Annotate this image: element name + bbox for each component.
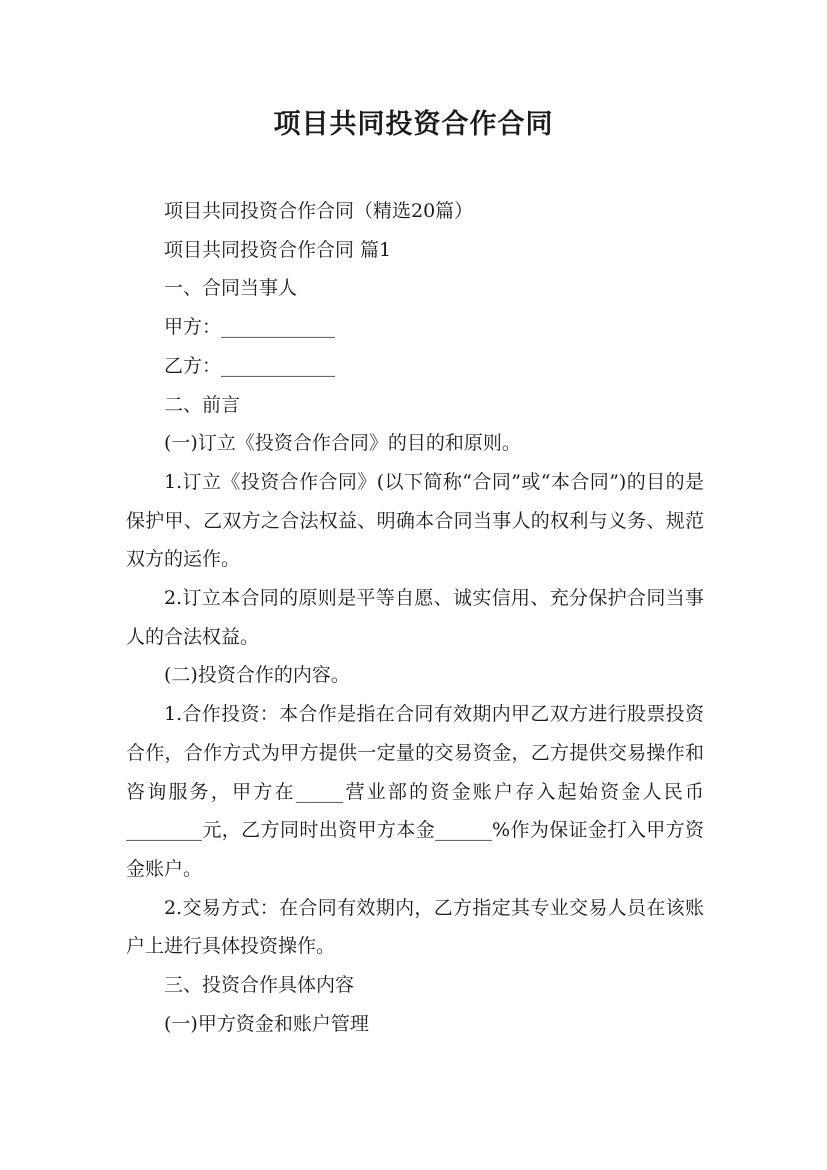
document-title: 项目共同投资合作合同 (273, 109, 554, 140)
party-a-line: 甲方：____________ (164, 316, 336, 339)
section-heading-details: 三、投资合作具体内容 (164, 974, 355, 997)
paragraph-purpose-1: 1.订立《投资合作合同》(以下简称“合同”或“本合同”)的目的是保护甲、乙双方之合法权益、明确本合同当事人的权利与义务、规范双方的运作。 (126, 470, 704, 571)
paragraph-chapter-heading: 项目共同投资合作合同 篇1 (164, 238, 392, 261)
subsection-heading-purpose: (一)订立《投资合作合同》的目的和原则。 (164, 432, 521, 455)
party-b-line: 乙方：____________ (164, 354, 336, 377)
subsection-heading-account: (一)甲方资金和账户管理 (164, 1012, 369, 1035)
paragraph-subtitle: 项目共同投资合作合同（精选20篇） (164, 200, 474, 222)
document-body (126, 192, 704, 1043)
section-heading-preface: 二、前言 (164, 393, 241, 416)
subsection-heading-content: (二)投资合作的内容。 (164, 664, 350, 687)
paragraph-content-2: 2.交易方式：在合同有效期内，乙方指定其专业交易人员在该账户上进行具体投资操作。 (126, 896, 704, 958)
section-heading-parties: 一、合同当事人 (164, 277, 298, 300)
paragraph-content-1: 1.合作投资：本合作是指在合同有效期内甲乙双方进行股票投资合作，合作方式为甲方提供一定量的交易资金，乙方提供交易操作和咨询服务，甲方在_____营业部的资金账户存入起始资金人民币________元，乙方同时出资甲方本金______%作为保证金打入甲方资金账户。 (126, 703, 704, 880)
paragraph-purpose-2: 2.订立本合同的原则是平等自愿、诚实信用、充分保护合同当事人的合法权益。 (126, 587, 704, 648)
